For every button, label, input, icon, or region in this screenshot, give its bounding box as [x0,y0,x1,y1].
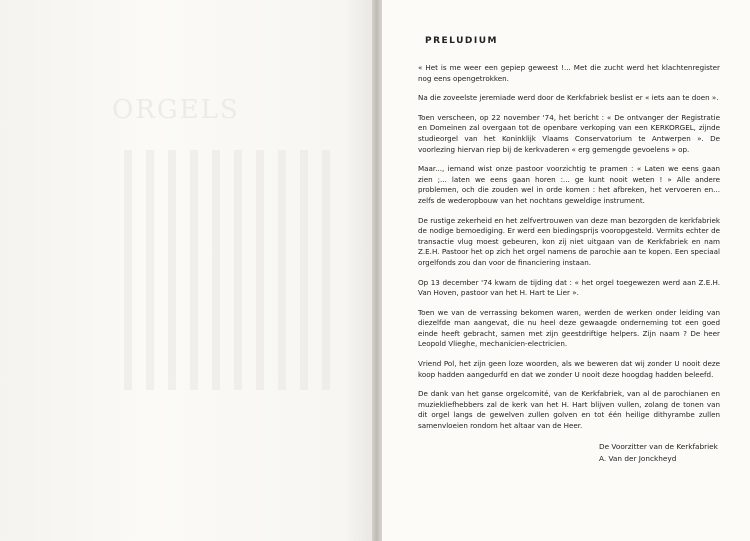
paragraph-4: Maar..., iemand wist onze pastoor voorzichtig te pramen : « Laten we eens gaan zien ;... laten we eens gaan horen :... ge kunt nooit weten ! » Alle andere problemen, och die zouden wel in orde komen : het afbreken, het vervoeren en... zelfs de wederopbouw van het nochtans geweldige instrument. [418,164,720,205]
paragraph-5: De rustige zekerheid en het zelfvertrouwen van deze man bezorgden de kerkfabriek de nodige bemoediging. Er werd een biedingsprijs vooropgesteld. Vermits echter de transactie vlug moest gebeuren, kon zij niet uitgaan van de Kerkfabriek en nam Z.E.H. Pastoor het op zich het orgel namens de parochie aan te kopen. Een speciaal orgelfonds zou dan voor de financiering instaan. [418,215,720,267]
page-gutter [372,0,382,541]
signature-title: De Voorzitter van de Kerkfabriek [599,441,718,451]
right-page [382,0,750,541]
page-title: PRELUDIUM [425,36,498,46]
paragraph-1: « Het is me weer een gepiep geweest !... Met die zucht werd het klachtenregister nog eens opengetrokken. [418,63,720,83]
show-through-text: ORGELS [112,95,240,125]
signature-block [599,441,720,465]
paragraph-2: Na die zoveelste jeremiade werd door de Kerkfabriek beslist er « iets aan te doen ». [418,93,719,103]
paragraph-9: De dank van het ganse orgelcomité, van de Kerkfabriek, van al de parochianen en muziekliefhebbers zal de kerk van het H. Hart blijven vullen, zolang de tonen van dit orgel langs de gewelven zullen golven en tot één heilige dithyrambe zullen samenvloeien rondom het altaar van de Heer. [418,389,720,431]
paragraph-3: Toen verscheen, op 22 november '74, het bericht : « De ontvanger der Registratie en Domeinen zal overgaan tot de openbare verkoping van een KERKORGEL, zijnde studieorgel van het Koninklijk Vlaams Conservatorium te Antwerpen ». De voorlezing hiervan riep bij de kerkvaderen « erg gemengde gevoelens » op. [418,112,720,154]
show-through-texture [110,150,340,390]
page-content [418,36,720,465]
signature-name: A. Van der Jonckheyd [599,453,677,463]
paragraph-6: Op 13 december '74 kwam de tijding dat : « het orgel toegewezen werd aan Z.E.H. Van Hoven, pastoor van het H. Hart te Lier ». [418,277,720,298]
paragraph-7: Toen we van de verrassing bekomen waren, werden de werken onder leiding van diezelfde man aangevat, die nu heel deze gewaagde onderneming tot een goed einde heeft gebracht, samen met zijn geestdriftige helpers. Zijn naam ? De heer Leopold Vlieghe, mechanicien-electricien. [418,307,720,349]
paragraph-8: Vriend Pol, het zijn geen loze woorden, als we beweren dat wij zonder U nooit deze koop hadden aangedurfd en dat we zonder U nooit deze hoogdag hadden beleefd. [418,359,720,379]
left-page [0,0,374,541]
